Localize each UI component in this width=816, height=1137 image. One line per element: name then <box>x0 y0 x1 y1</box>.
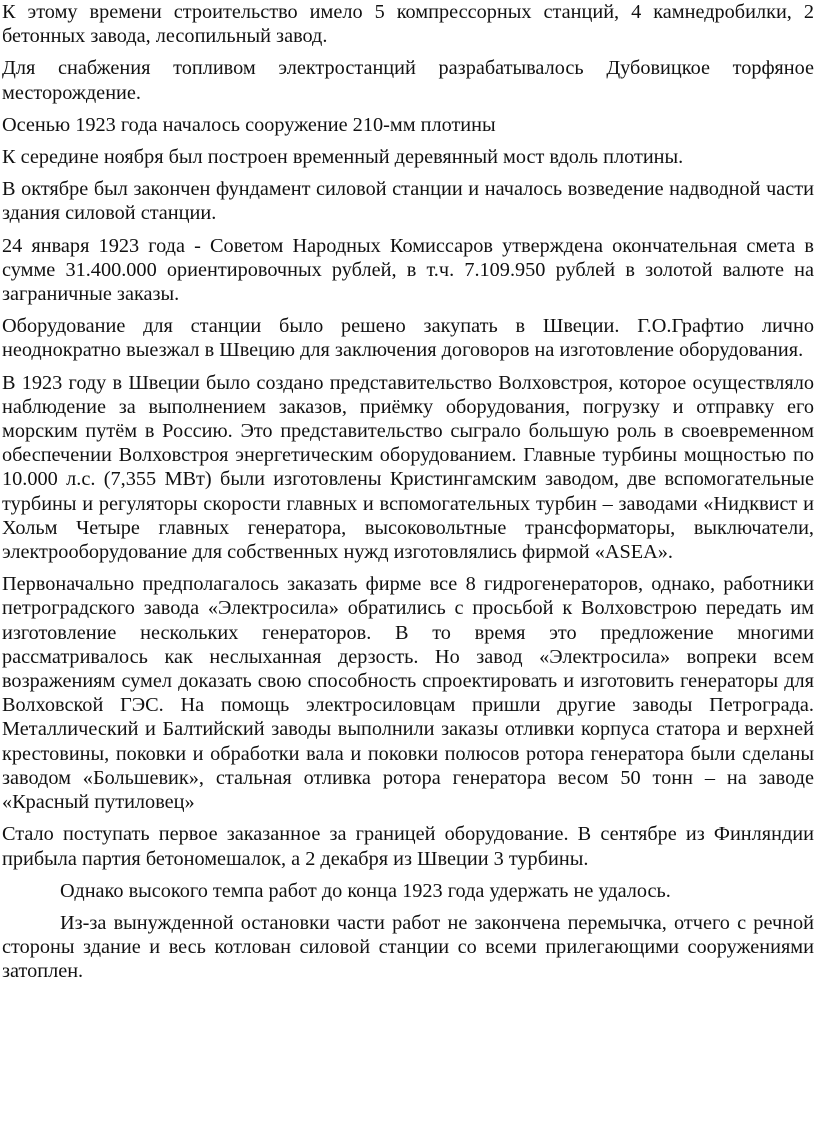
paragraph-6: 24 января 1923 года - Советом Народных Комиссаров утверждена окончательная смета в сумме 31.400.000 ориентировочных рублей, в т.ч. 7.109.950 рублей в золотой валюте на заграничные заказы. <box>2 234 814 306</box>
paragraph-12: Из-за вынужденной остановки части работ не закончена перемычка, отчего с речной стороны здание и весь котлован силовой станции со всеми прилегающими сооружениями затоплен. <box>2 911 814 983</box>
paragraph-4: К середине ноября был построен временный деревянный мост вдоль плотины. <box>2 146 684 169</box>
paragraph-8: В 1923 году в Швеции было создано представительство Волховстроя, которое осуществляло наблюдение за выполнением заказов, приёмку оборудования, погрузку и отправку его морским путём в Россию. Это представительство сыграло большую роль в своевременном обеспечении Волховстроя энергетическим оборудованием. Главные турбины мощностью по 10.000 л.с. (7,355 МВт) были изготовлены Кристингамским заводом, две вспомогательные турбины и регуляторы скорости главных и вспомогательных турбин – заводами «Нидквист и Хольм Четыре главных генератора, высоковольтные трансформаторы, выключатели, электрооборудование для собственных нужд изготовлялись фирмой «ASEA». <box>2 371 814 564</box>
paragraph-1: К этому времени строительство имело 5 компрессорных станций, 4 камнедробилки, 2 бетонных завода, лесопильный завод. <box>2 1 814 48</box>
paragraph-3: Осенью 1923 года началось сооружение 210-мм плотины <box>2 113 496 136</box>
paragraph-2: Для снабжения топливом электростанций разрабатывалось Дубовицкое торфяное месторождение. <box>2 57 814 104</box>
paragraph-11: Однако высокого темпа работ до конца 1923 года удержать не удалось. <box>60 879 671 902</box>
paragraph-10: Стало поступать первое заказанное за границей оборудование. В сентябре из Финляндии прибыла партия бетономешалок, а 2 декабря из Швеции 3 турбины. <box>2 823 814 870</box>
paragraph-9: Первоначально предполагалось заказать фирме все 8 гидрогенераторов, однако, работники петроградского завода «Электросила» обратились с просьбой к Волховстрою передать им изготовление нескольких генераторов. В то время это предложение многими рассматривалось как неслыханная дерзость. Но завод «Электросила» вопреки всем возражениям сумел доказать свою способность спроектировать и изготовить генераторы для Волховской ГЭС. На помощь электросиловцам пришли другие заводы Петрограда. Металлический и Балтийский заводы выполнили заказы отливки корпуса статора и верхней крестовины, поковки и обработки вала и поковки полюсов ротора генератора были сделаны заводом «Большевик», стальная отливка ротора генератора весом 50 тонн – на заводе «Красный путиловец» <box>2 573 814 814</box>
paragraph-7: Оборудование для станции было решено закупать в Швеции. Г.О.Графтио лично неоднократно выезжал в Швецию для заключения договоров на изготовление оборудования. <box>2 315 814 362</box>
paragraph-5: В октябре был закончен фундамент силовой станции и началось возведение надводной части здания силовой станции. <box>2 178 814 225</box>
